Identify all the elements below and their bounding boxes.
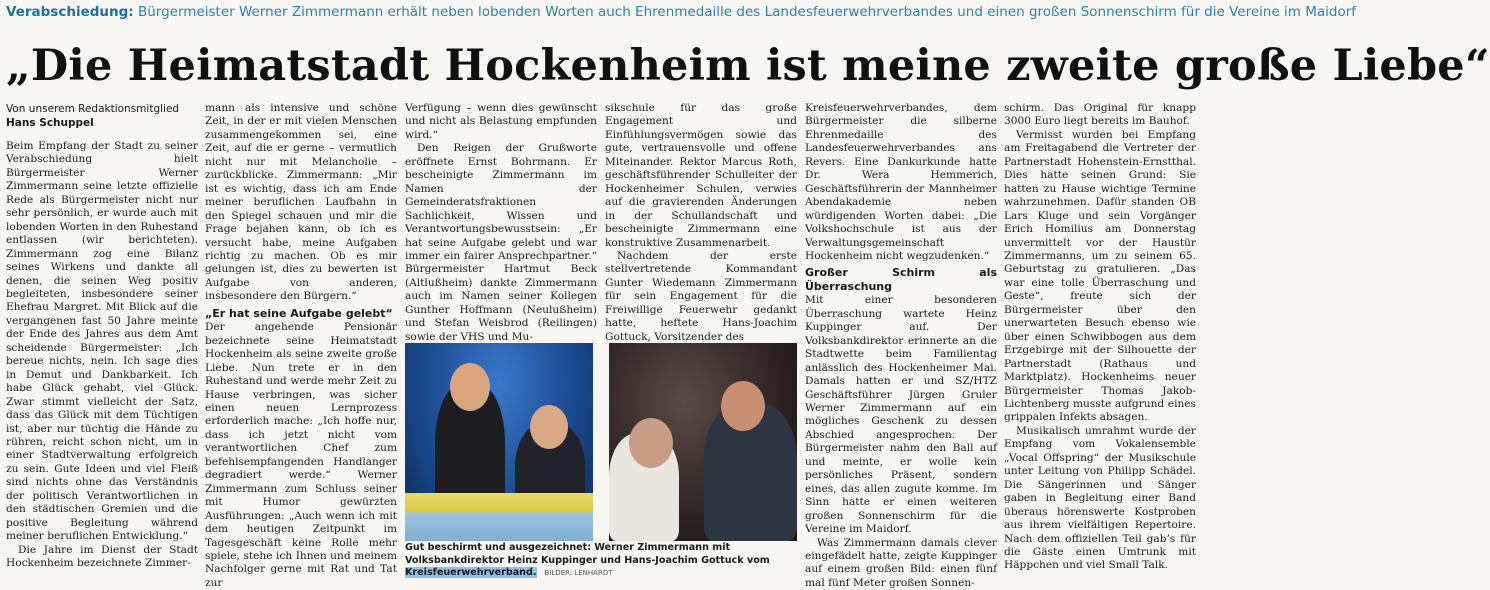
paragraph: Den Reigen der Grußworte eröffnete Ernst Bohrmann. Er bescheinigte Zimmermann im Namen der Gemeinderatsfraktionen Sachlichkeit, Wissen und Verantwortungsbewusstsein: „Er hat seine Aufgabe gelebt und war immer ein fairer Ansprechpartner.“ Bürgermeister Hartmut Beck (Altlußheim) dankte Zimmermann auch im Namen seiner Kollegen Gunther Hoffmann (Neulußheim) und Stefan Weisbrod (Reilingen) sowie der VHS und Mu-	[405, 142, 597, 344]
person-face	[721, 381, 765, 431]
headline: „Die Heimatstadt Hockenheim ist meine zweite große Liebe“	[6, 38, 1196, 94]
paragraph: Der angehende Pensionär bezeichnete seine Heimatstadt Hockenheim als seine zweite große Liebe. Nun trete er in den Ruhestand und werde mehr Zeit zu Hause verbringen, was sicher einen neuen Lernprozess erforderlich mache: „Ich hoffe nur, dass ich jetzt nicht vom verantwortlichen Chef zum befehlsempfangenden Handlanger degradiert werde.“ Werner Zimmermann zum Schluss seiner mit Humor gewürzten Ausführungen: „Auch wenn ich mit dem heutigen Zeitpunkt im Tagesgeschäft keine Rolle mehr spiele, stehe ich Ihnen und meinem Nachfolger gerne mit Rat und Tat zur	[205, 321, 397, 590]
paragraph: sikschule für das große Engagement und Einfühlungsvermögen sowie das gute, vertrauensvolle und offene Miteinander. Rektor Marcus Roth, geschäftsführender Schulleiter der Hockenheimer Schulen, verwies auf die gravierenden Änderungen in der Schullandschaft und bescheinigte Zimmermann eine konstruktive Zusammenarbeit.	[605, 102, 797, 250]
byline-author: Hans Schuppel	[6, 116, 196, 130]
kicker-text: Bürgermeister Werner Zimmermann erhält neben lobenden Worten auch Ehrenmedaille des Landesfeuerwehrverbandes und einen großen Sonnenschirm für die Vereine im Maidorf	[134, 4, 1356, 20]
subheading: „Er hat seine Aufgabe gelebt“	[205, 307, 397, 320]
paragraph: Die Jahre im Dienst der Stadt Hockenheim bezeichnete Zimmer-	[6, 544, 198, 571]
photo-medal-ceremony	[609, 343, 797, 541]
kicker	[6, 4, 1196, 20]
article-column-2	[205, 102, 397, 570]
caption-text: Gut beschirmt und ausgezeichnet: Werner Zimmermann mit Volksbankdirektor Heinz Kuppinger und Hans-Joachim Gottuck vom	[405, 542, 770, 566]
byline-label: Von unserem Redaktionsmitglied	[6, 102, 196, 116]
article-column-6	[1004, 102, 1196, 570]
paragraph: Mit einer besonderen Überraschung wartete Heinz Kuppinger auf. Der Volksbankdirektor erinnerte an die Stadtwette beim Familientag anlässlich des Hockenheimer Mai. Damals hatten er und SZ/HTZ Geschäftsführer Jürgen Gruler Werner Zimmermann auf ein mögliches Geschenk zu dessen Abschied angesprochen. Der Bürgermeister nahm den Ball auf und meinte, er wolle kein persönliches Präsent, sondern eines, das allen zugute komme. Im Sinn hatte er einen weiteren großen Sonnenschirm für die Vereine im Maidorf.	[805, 294, 997, 536]
photo-caption	[405, 542, 797, 580]
paragraph: Beim Empfang der Stadt zu seiner Verabschiedung hielt Bürgermeister Werner Zimmermann seine letzte offizielle Rede als Bürgermeister nicht nur sehr persönlich, er wurde auch mit lobenden Worten in den Ruhestand entlassen (wir berichteten). Zimmermann zog eine Bilanz seines Wirkens und dankte all denen, die seinen Weg positiv begleiteten, insbesondere seiner Ehefrau Margret. Mit Blick auf die vergangenen fast 50 Jahre meinte der Ende des Jahres aus dem Amt scheidende Bürgermeister: „Ich bereue nichts, nein. Ich sage dies in Demut und Dankbarkeit. Ich habe Glück gehabt, viel Glück. Zwar stimmt vielleicht der Satz, dass das Glück mit dem Tüchtigen ist, aber nur tüchtig die Hände zu rühren, reicht schon nicht, um in einer Stadtverwaltung erfolgreich zu sein. Gute Ideen und viel Fleiß sind nichts ohne das Verständnis der politisch Verantwortlichen in den städtischen Gremien und die positive Begleitung während meiner beruflichen Entwicklung.“	[6, 140, 198, 544]
person-face	[530, 405, 568, 449]
paragraph: Vermisst wurden bei Empfang am Freitagabend die Vertreter der Partnerstadt Hohenstein-Ernstthal. Dies hatte seinen Grund: Sie hatten zu Hause wichtige Termine wahrzunehmen. Dafür standen OB Lars Kluge und sein Vorgänger Erich Homilius am Donnerstag unvermittelt vor der Haustür Zimmermanns, um zu seinem 65. Geburtstag zu gratulieren. „Das war eine tolle Überraschung und Geste“, freute sich der Bürgermeister über den unerwarteten Besuch ebenso wie über einen Schwibbogen aus dem Erzgebirge mit der Silhouette der Partnerstadt (Rathaus und Marktplatz). Hockenheims neuer Bürgermeister Thomas Jakob-Lichtenberg musste aufgrund eines grippalen Infekts absagen.	[1004, 129, 1196, 425]
umbrella-picture	[405, 493, 593, 541]
person-face	[629, 418, 673, 468]
paragraph: Nachdem der erste stellvertretende Kommandant Gunter Wiedemann Zimmermann für sein Engagement für die Freiwillige Feuerwehr gedankt hatte, heftete Hans-Joachim Gottuck, Vorsitzender des	[605, 250, 797, 344]
photo-umbrella-handover	[405, 343, 593, 541]
article-column-4	[605, 102, 797, 338]
paragraph: Verfügung – wenn dies gewünscht und nicht als Belastung empfunden wird.“	[405, 102, 597, 142]
byline	[6, 102, 196, 130]
photo-credit: BILDER: LENHARDT	[545, 569, 613, 577]
article-column-5	[805, 102, 997, 570]
caption-highlight[interactable]: Kreisfeuerwehrverband.	[405, 567, 537, 578]
subheading: Großer Schirm als Überraschung	[805, 266, 997, 293]
paragraph: Kreisfeuerwehrverbandes, dem Bürgermeister die silberne Ehrenmedaille des Landesfeuerwehrverbandes ans Revers. Eine Dankurkunde hatte Dr. Wera Hemmerich, Geschäftsführerin der Mannheimer Abendakademie neben würdigenden Worten dabei: „Die Volkshochschule ist aus der Verwaltungsgemeinschaft Hockenheim nicht wegzudenken.“	[805, 102, 997, 263]
article-column-1	[6, 140, 198, 570]
photo-group	[405, 343, 797, 543]
paragraph: Was Zimmermann damals clever eingefädelt hatte, zeigte Kuppinger auf einem großen Bild: einen fünf mal fünf Meter großen Sonnen-	[805, 537, 997, 590]
person-face	[450, 363, 490, 411]
article-column-3	[405, 102, 597, 338]
paragraph: mann als intensive und schöne Zeit, in der er mit vielen Menschen zusammengekommen sei, eine Zeit, auf die er gerne – vermutlich nicht nur mit Melancholie – zurückblicke. Zimmermann: „Mir ist es wichtig, dass ich am Ende meiner beruflichen Laufbahn in den Spiegel schauen und mir die Frage bejahen kann, ob ich es versucht habe, meine Aufgaben richtig zu machen. Ob es mir gelungen ist, dies zu bewerten ist Aufgabe von anderen, insbesondere den Bürgern.“	[205, 102, 397, 304]
paragraph: schirm. Das Original für knapp 3000 Euro liegt bereits im Bauhof.	[1004, 102, 1196, 129]
kicker-label: Verabschiedung:	[6, 4, 134, 20]
paragraph: Musikalisch umrahmt wurde der Empfang vom Vokalensemble „Vocal Offspring“ der Musikschule unter Leitung von Philipp Schädel. Die Sängerinnen und Sänger gaben in Begleitung einer Band überaus hörenswerte Kostproben aus ihrem vielfältigen Repertoire. Nach dem offiziellen Teil gab’s für die Gäste einen Umtrunk mit Häppchen und viel Small Talk.	[1004, 425, 1196, 573]
